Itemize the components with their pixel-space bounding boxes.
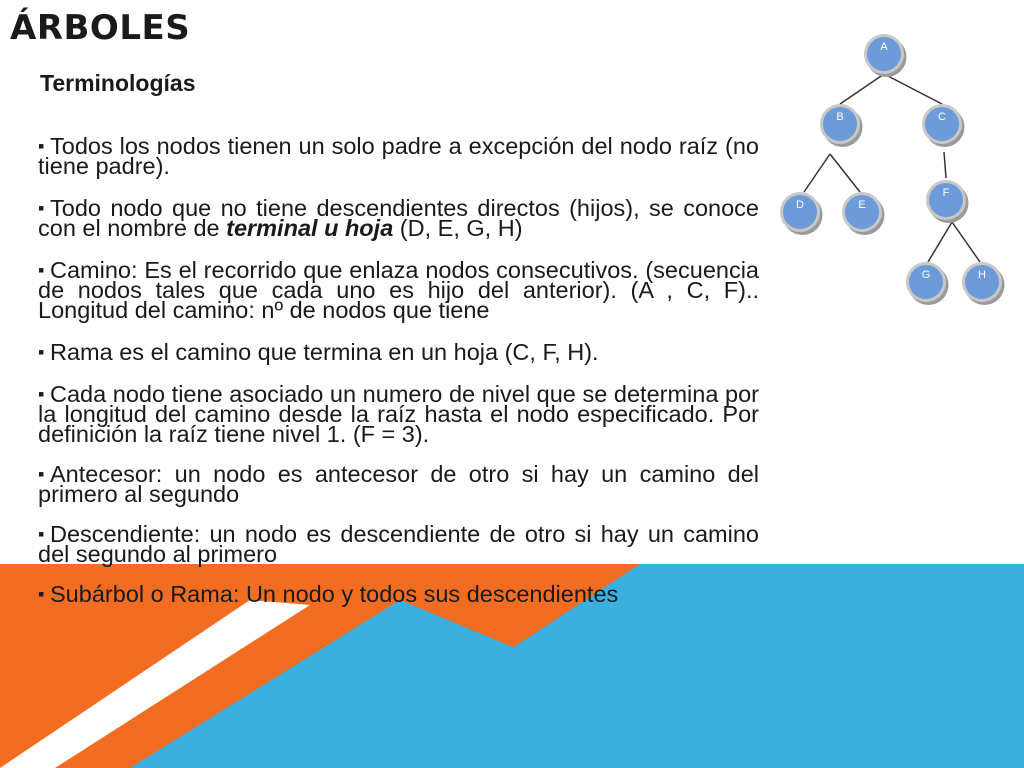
bullet-text: Todo nodo que no tiene descendientes directos (hijos), se conoce con el nombre de (38, 195, 759, 241)
bullet-text-end: (D, E, G, H) (393, 215, 523, 241)
bullet-marker: ▪ (38, 136, 45, 156)
tree-edge-a-c (884, 74, 942, 104)
bullet-emphasis: terminal u hoja (226, 215, 394, 241)
slide-subtitle: Terminologías (40, 70, 196, 96)
bullet-marker: ▪ (38, 342, 45, 362)
tree-diagram (760, 20, 1024, 320)
tree-node-label: E (858, 199, 866, 211)
tree-node-label: F (942, 187, 950, 199)
bullet-item (38, 381, 759, 447)
bullet-marker: ▪ (38, 384, 45, 404)
tree-node-b (820, 104, 863, 147)
tree-edge-f-g (928, 222, 952, 262)
tree-edge-a-b (840, 74, 884, 104)
tree-edge-b-e (830, 154, 860, 192)
tree-nodes (780, 34, 1005, 305)
bullet-text: Descendiente: un nodo es descendiente de otro si hay un camino del segundo al primero (38, 521, 759, 567)
tree-node-a (864, 34, 907, 77)
tree-node-h (962, 262, 1005, 305)
bullet-item (38, 521, 759, 567)
tree-node-label: A (880, 41, 888, 53)
bullet-item (38, 461, 759, 507)
tree-node-label: H (978, 269, 986, 281)
bullet-text: Todos los nodos tienen un solo padre a excepción del nodo raíz (no tiene padre). (38, 133, 759, 179)
tree-edges (804, 74, 980, 262)
bullet-text: Camino: Es el recorrido que enlaza nodos consecutivos. (secuencia de nodos tales que cada uno es hijo del anterior). (A , C, F).. Longitud del camino: nº de nodos que tiene (38, 257, 759, 323)
bullet-item (38, 581, 759, 607)
bullet-marker: ▪ (38, 524, 45, 544)
bullet-marker: ▪ (38, 260, 45, 280)
tree-edge-f-h (952, 222, 980, 262)
slide-title: ÁRBOLES (10, 8, 191, 48)
tree-node-e (842, 192, 885, 235)
tree-node-g (906, 262, 949, 305)
bullet-marker: ▪ (38, 584, 45, 604)
tree-node-label: B (836, 111, 844, 123)
bullet-list (38, 133, 759, 626)
bullet-text: Subárbol o Rama: Un nodo y todos sus descendientes (50, 581, 619, 607)
tree-edge-c-f (944, 152, 946, 178)
bullet-text: Antecesor: un nodo es antecesor de otro si hay un camino del primero al segundo (38, 461, 759, 507)
tree-node-label: C (938, 111, 946, 123)
bullet-marker: ▪ (38, 464, 45, 484)
bullet-item (38, 257, 759, 323)
tree-node-label: D (796, 199, 804, 211)
bullet-item (38, 133, 759, 179)
tree-node-d (780, 192, 823, 235)
tree-node-f (926, 180, 969, 223)
bullet-text: Rama es el camino que termina en un hoja (C, F, H). (50, 339, 599, 365)
tree-node-c (922, 104, 965, 147)
bullet-marker: ▪ (38, 198, 45, 218)
tree-edge-b-d (804, 154, 830, 192)
tree-node-label: G (921, 269, 931, 281)
bullet-item (38, 339, 759, 365)
bullet-item (38, 195, 759, 241)
bullet-text: Cada nodo tiene asociado un numero de nivel que se determina por la longitud del camino desde la raíz hasta el nodo especificado. Por definición la raíz tiene nivel 1. (F = 3). (38, 381, 759, 447)
